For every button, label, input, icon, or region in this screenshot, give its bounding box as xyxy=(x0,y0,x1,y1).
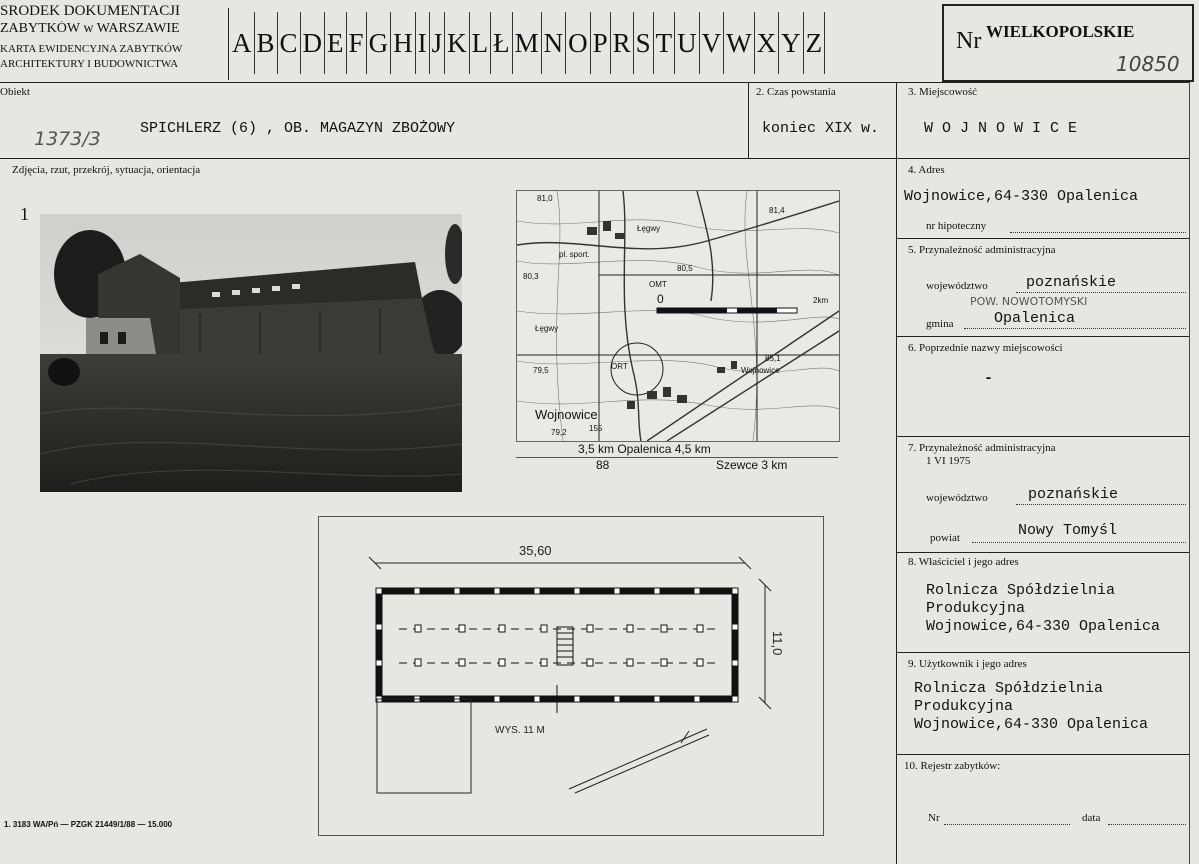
wall-post xyxy=(534,696,540,702)
map-label: 79,5 xyxy=(533,366,549,375)
index-letter: H xyxy=(391,12,416,74)
index-letter: O xyxy=(566,12,591,74)
uzytkownik-line: Wojnowice,64-330 Opalenica xyxy=(914,716,1149,733)
wall-post xyxy=(732,696,738,702)
index-letter: A xyxy=(230,12,255,74)
floor-plan xyxy=(318,516,824,836)
map-label: Łęgwy xyxy=(535,324,559,333)
rejestr-data-label: data xyxy=(1082,812,1101,824)
index-letter: Y xyxy=(779,12,804,74)
czas-value: koniec XIX w. xyxy=(762,120,880,137)
wlasciciel-line: Wojnowice,64-330 Opalenica xyxy=(926,618,1161,635)
index-letter: W xyxy=(724,12,754,74)
przyn-label: 5. Przynależność administracyjna xyxy=(908,244,1056,256)
index-letter: M xyxy=(513,12,542,74)
map-label: 80,3 xyxy=(523,272,539,281)
woj75-value: poznańskie xyxy=(1028,486,1119,503)
index-letter: B xyxy=(255,12,278,74)
voivodeship-name: WIELKOPOLSKIE xyxy=(986,22,1135,41)
map-label: 79,2 xyxy=(551,428,567,437)
index-letter: E xyxy=(325,12,347,74)
rejestr-nr-label: Nr xyxy=(928,812,940,824)
print-note: 1. 3183 WA/Pń — PZGK 21449/1/88 — 15.000 xyxy=(4,820,173,829)
institution-line: ŚRODEK DOKUMENTACJI xyxy=(0,4,181,19)
przyn75-date: 1 VI 1975 xyxy=(926,455,971,467)
wall-post xyxy=(654,588,660,594)
map-label: 85,1 xyxy=(765,354,781,363)
obiekt-handwritten-number: 1373/3 xyxy=(34,128,101,150)
index-letter: C xyxy=(278,12,301,74)
index-letter: R xyxy=(611,12,634,74)
wall-post xyxy=(534,588,540,594)
przyn75-label: 7. Przynależność administracyjna xyxy=(908,442,1056,454)
uzytkownik-line: Produkcyjna xyxy=(914,698,1014,715)
index-letter: F xyxy=(347,12,367,74)
granary-photo xyxy=(40,214,462,492)
wall-post xyxy=(494,588,500,594)
zdjecia-label: Zdjęcia, rzut, przekrój, sytuacja, orientacja xyxy=(12,164,201,176)
map-label: Łęgwy xyxy=(637,224,661,233)
index-letter: D xyxy=(301,12,326,74)
gmina-label: gmina xyxy=(926,318,954,330)
wall-post xyxy=(376,624,382,630)
wall-post xyxy=(732,624,738,630)
gmina-value: Opalenica xyxy=(994,310,1076,327)
map-label: 81,4 xyxy=(769,206,785,215)
adres-label: 4. Adres xyxy=(908,164,945,176)
wlasciciel-label: 8. Właściciel i jego adres xyxy=(908,556,1019,568)
obiekt-label: Obiekt xyxy=(0,86,30,98)
topographic-map xyxy=(517,191,839,441)
map-label: 155 xyxy=(589,424,603,433)
wall-post xyxy=(614,696,620,702)
map-label: OMT xyxy=(649,280,667,289)
photograph xyxy=(40,214,462,492)
institution-line: ARCHITEKTURY I BUDOWNICTWA xyxy=(0,58,179,70)
index-letter: Ł xyxy=(491,12,513,74)
wall-post xyxy=(614,588,620,594)
map-label: 80,5 xyxy=(677,264,693,273)
index-letter: G xyxy=(367,12,392,74)
wlasciciel-line: Produkcyjna xyxy=(926,600,1026,617)
woj-value: poznańskie xyxy=(1026,274,1117,291)
miejscowosc-value: W O J N O W I C E xyxy=(924,120,1078,137)
institution-line: KARTA EWIDENCYJNA ZABYTKÓW xyxy=(0,43,183,55)
index-letter: X xyxy=(755,12,780,74)
wall-post xyxy=(732,660,738,666)
uzytkownik-label: 9. Użytkownik i jego adres xyxy=(908,658,1027,670)
card-number: 10850 xyxy=(1116,52,1180,76)
wall-post xyxy=(376,660,382,666)
rejestr-label: 10. Rejestr zabytków: xyxy=(904,760,1001,772)
wall-post xyxy=(654,696,660,702)
hipoteczny-label: nr hipoteczny xyxy=(926,220,987,232)
wlasciciel-line: Rolnicza Spółdzielnia xyxy=(926,582,1116,599)
index-letter: I xyxy=(416,12,430,74)
wall-post xyxy=(376,588,382,594)
map-label: Wojnowice xyxy=(535,407,598,422)
map-label: 2km xyxy=(813,296,829,305)
powiat-handwritten: POW. NOWOTOMYSKI xyxy=(970,295,1088,308)
wall-post xyxy=(694,696,700,702)
map-caption-number: 88 xyxy=(596,458,610,472)
index-letter: T xyxy=(654,12,676,74)
index-letters xyxy=(230,12,825,78)
wall-post xyxy=(414,588,420,594)
index-letter: Z xyxy=(804,12,826,74)
adres-value: Wojnowice,64-330 Opalenica xyxy=(904,188,1139,205)
map-label: 0 xyxy=(657,292,664,306)
wall-post xyxy=(574,588,580,594)
map-label: Wojnowice xyxy=(741,366,780,375)
index-letter: L xyxy=(470,12,492,74)
poprzednie-value: - xyxy=(984,370,994,387)
nr-label: Nr xyxy=(956,28,982,54)
length-dimension: 35,60 xyxy=(519,543,552,558)
uzytkownik-line: Rolnicza Spółdzielnia xyxy=(914,680,1104,697)
index-letter: K xyxy=(445,12,470,74)
location-map xyxy=(516,190,840,442)
czas-label: 2. Czas powstania xyxy=(756,86,836,98)
map-label: pl. sport. xyxy=(559,250,590,259)
width-dimension: 11,0 xyxy=(770,631,785,656)
poprzednie-label: 6. Poprzednie nazwy miejscowości xyxy=(908,342,1063,354)
index-letter: V xyxy=(700,12,725,74)
wall-post xyxy=(694,588,700,594)
obiekt-value: SPICHLERZ (6) , OB. MAGAZYN ZBOŻOWY xyxy=(140,120,456,137)
map-caption-szewce: Szewce 3 km xyxy=(716,458,788,472)
height-note: WYS. 11 M xyxy=(495,725,545,736)
wall-post xyxy=(574,696,580,702)
wall-post xyxy=(494,696,500,702)
map-label: ORT xyxy=(611,362,628,371)
index-letter: N xyxy=(542,12,567,74)
wall-post xyxy=(454,588,460,594)
powiat-value: Nowy Tomyśl xyxy=(1018,522,1118,539)
woj75-label: województwo xyxy=(926,492,988,504)
miejscowosc-label: 3. Miejscowość xyxy=(908,86,978,98)
institution-block xyxy=(0,4,228,72)
powiat-label: powiat xyxy=(930,532,960,544)
floor-plan-drawing xyxy=(319,517,823,835)
map-label: 81,0 xyxy=(537,194,553,203)
index-letter: U xyxy=(675,12,700,74)
photo-number: 1 xyxy=(20,204,29,224)
woj-label: województwo xyxy=(926,280,988,292)
institution-line: ZABYTKÓW w WARSZAWIE xyxy=(0,21,180,36)
wall-post xyxy=(732,588,738,594)
index-letter: P xyxy=(591,12,611,74)
index-letter: S xyxy=(634,12,654,74)
map-caption-distance: 3,5 km Opalenica 4,5 km xyxy=(578,442,711,456)
index-letter: J xyxy=(430,12,446,74)
